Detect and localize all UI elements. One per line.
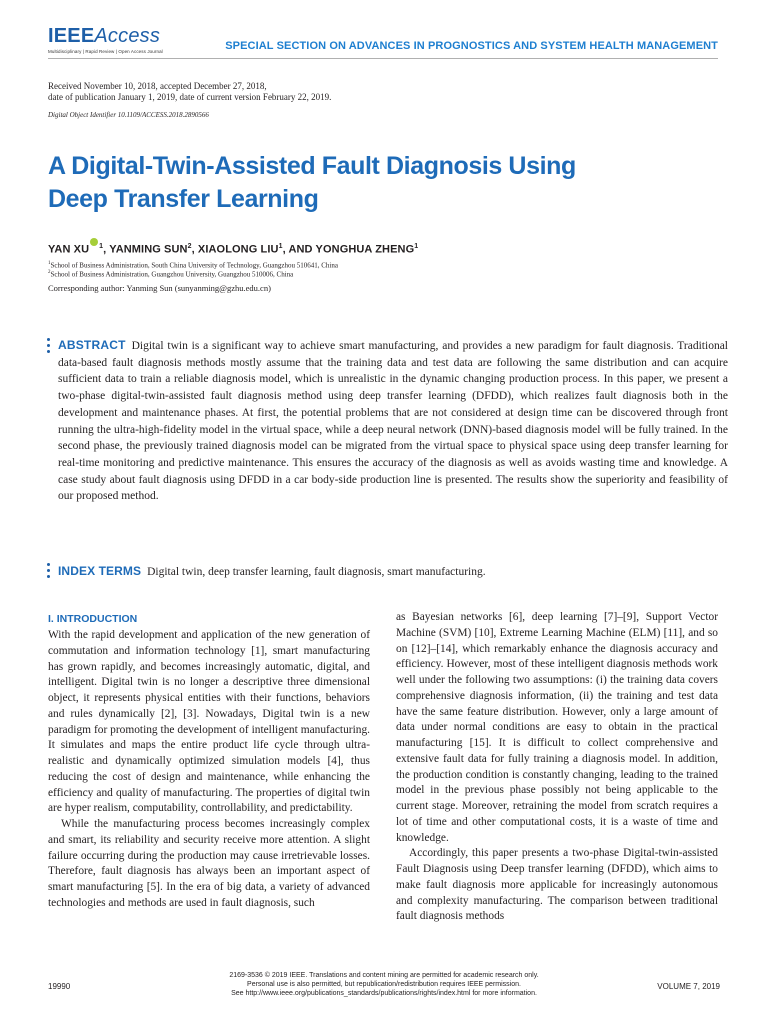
license-line: 2169-3536 © 2019 IEEE. Translations and content mining are permitted for academic research only. xyxy=(229,972,539,979)
index-terms-text: Digital twin, deep transfer learning, fault diagnosis, smart manufacturing. xyxy=(147,566,486,578)
publication-date: date of publication January 1, 2019, date of current version February 22, 2019. xyxy=(48,92,332,102)
logo-tagline: Multidisciplinary | Rapid Review | Open Access Journal xyxy=(48,49,163,54)
volume-info: VOLUME 7, 2019 xyxy=(657,982,720,991)
abstract xyxy=(58,337,728,505)
special-section-title: SPECIAL SECTION ON ADVANCES IN PROGNOSTICS AND SYSTEM HEALTH MANAGEMENT xyxy=(225,40,718,52)
corresponding-author: Corresponding author: Yanming Sun (sunyanming@gzhu.edu.cn) xyxy=(48,283,271,293)
author-name: YAN XU xyxy=(48,243,90,256)
index-terms-heading: INDEX TERMS xyxy=(58,564,142,578)
affiliation-text: School of Business Administration, South China University of Technology, Guangzhou 510641, China xyxy=(50,261,338,270)
paper-title xyxy=(48,150,688,216)
right-column xyxy=(396,610,718,925)
affiliation-text: School of Business Administration, Guangzhou University, Guangzhou 510006, China xyxy=(50,270,294,279)
license-line[interactable]: See http://www.ieee.org/publications_standards/publications/rights/index.html for more information. xyxy=(231,990,537,997)
paragraph: Accordingly, this paper presents a two-phase Digital-twin-assisted Fault Diagnosis using Deep transfer learning (DFDD), which aims to make fault diagnosis more applicable for increasingly autonomous and complexity manufacturing. The comparison between traditional fault diagnosis methods xyxy=(396,847,718,923)
title-line-2: Deep Transfer Learning xyxy=(48,185,319,213)
paragraph: With the rapid development and application of the new generation of commutation and information technology [1], smart manufacturing has grown rapidly, and becomes increasingly automatic, digital, and intelligent. Digital twin is no longer a descriptive three dimensional object, it represents physical entities with their functions, behaviors and rules dynamically [2], [3]. Nowadays, Digital twin is a new paradigm for promoting the development of intelligent manufacturing. It simulates and maps the entire product life cycle through ultra-realistic and dynamically optimized simulation models [4], thus reducing the cost of design and maintenance, while enhancing the efficiency and quality of manufacturing. The properties of digital twin are hyper realism, computability, controllability, and predictability. xyxy=(48,629,370,815)
title-line-1: A Digital-Twin-Assisted Fault Diagnosis Using xyxy=(48,152,576,180)
paragraph: While the manufacturing process becomes increasingly complex and smart, its reliability and security receive more attention. A slight failure occurring during the production may cause irretrievable losses. Therefore, fault diagnosis has always been an important aspect of smart manufacturing [5]. In the era of big data, a variety of advanced technologies and methods are used in fault diagnosis, such xyxy=(48,818,370,909)
header-divider xyxy=(48,58,718,59)
index-terms xyxy=(58,563,728,580)
logo-access: Access xyxy=(94,25,161,47)
affiliation-number: 2 xyxy=(48,270,51,275)
doi: Digital Object Identifier 10.1109/ACCESS.2018.2890566 xyxy=(48,111,209,119)
left-column xyxy=(48,610,370,912)
author-name: , YANMING SUN xyxy=(103,243,188,256)
author-affil-sup: 1 xyxy=(278,243,283,250)
received-date: Received November 10, 2018, accepted December 27, 2018, xyxy=(48,81,267,91)
author-affil-sup: 1 xyxy=(414,243,419,250)
page-number: 19990 xyxy=(48,982,71,991)
author-affil-sup: 1 xyxy=(99,243,104,250)
index-terms-marker-icon xyxy=(47,563,50,581)
section-heading: I. INTRODUCTION xyxy=(48,613,138,625)
license-notice xyxy=(160,971,608,998)
abstract-heading: ABSTRACT xyxy=(58,338,126,352)
affiliation-number: 1 xyxy=(48,261,51,266)
orcid-icon[interactable] xyxy=(90,238,98,246)
author-list xyxy=(48,240,418,256)
abstract-text: Digital twin is a significant way to achieve smart manufacturing, and provides a new paradigm for fault diagnosis. Traditional data-based fault diagnosis methods mostly assume that the training data and test data are following the same distribution and can acquire sufficient data to train a reliable diagnosis model, which is unrealistic in the dynamic changing production process. In this paper, we present a two-phase digital-twin-assisted fault diagnosis method using deep transfer learning (DFDD), which realizes fault diagnosis both in the development and maintenance phases. At first, the potential problems that are not considered at design time can be discovered through front running the ultra-high-fidelity model in the virtual space, while a deep neural network (DNN)-based diagnosis model will be fully trained. In the second phase, the previously trained diagnosis model can be migrated from the virtual space to physical space using deep transfer learning for real-time monitoring and predictive maintenance. This ensures the accuracy of the diagnosis as well as avoids wasting time and knowledge. A case study about fault diagnosis using DFDD in a car body-side production line is presented. The results show the superiority and feasibility of our proposed method. xyxy=(58,340,728,503)
author-name: , AND YONGHUA ZHENG xyxy=(282,243,415,256)
author-affil-sup: 2 xyxy=(187,243,192,250)
logo-ieee: IEEE xyxy=(48,25,95,47)
author-name: , XIAOLONG LIU xyxy=(191,243,279,256)
paragraph: as Bayesian networks [6], deep learning [7]–[9], Support Vector Machine (SVM) [10], Extreme Learning Machine (ELM) [11], and so on [12]–[14], which remarkably enhance the diagnosis accuracy and efficiency. However, most of these intelligent diagnosis methods work well under the following two assumptions: (i) the training data covers comprehensive diagnosis information, (ii) the training and test data have the same feature distribution. However, only a large amount of data under normal conditions are easy to obtain in the practical manufacturing [15]. It is difficult to collect comprehensive and extensive fault data for fully training a diagnosis model. In addition, the production condition is constantly changing, leading to the trained model in the previous phase possibly not being applicable to the current stage. Moreover, retraining the model from scratch requires a lot of time and other computational costs, it is a waste of time and knowledge. xyxy=(396,611,718,844)
affiliation xyxy=(48,268,293,279)
license-line: Personal use is also permitted, but republication/redistribution requires IEEE permission. xyxy=(247,981,521,988)
abstract-marker-icon xyxy=(47,338,50,356)
journal-logo xyxy=(48,26,163,54)
